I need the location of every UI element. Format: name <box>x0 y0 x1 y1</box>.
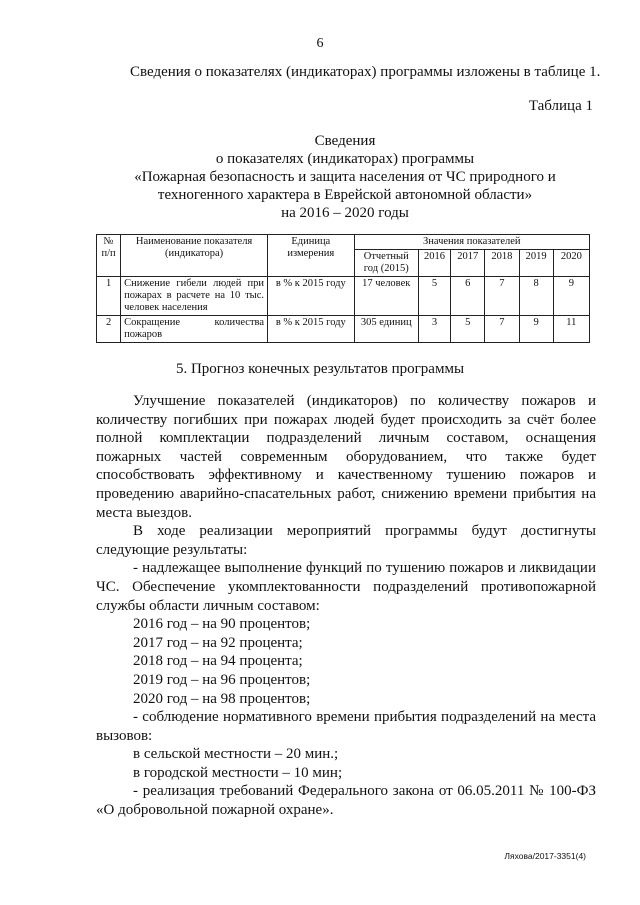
row-unit: в % к 2015 году <box>268 277 355 316</box>
header-name: Наименование показателя (индикатора) <box>121 235 268 277</box>
header-unit: Единица измерения <box>268 235 355 277</box>
list-item: 2018 год – на 94 процента; <box>133 653 303 670</box>
header-values: Значения показателей <box>354 235 589 250</box>
row-value: 9 <box>519 316 553 343</box>
header-year: 2016 <box>418 250 450 277</box>
header-year: 2019 <box>519 250 553 277</box>
row-unit: в % к 2015 году <box>268 316 355 343</box>
row-base: 305 единиц <box>354 316 418 343</box>
header-year: 2017 <box>451 250 485 277</box>
title-line-1: Сведения <box>314 133 376 149</box>
indicators-table <box>96 234 590 343</box>
paragraph: - надлежащее выполнение функций по тушению пожаров и ликвидации ЧС. Обеспечение укомплектованности подразделений противопожарной службы области личным составом: <box>96 560 596 614</box>
header-year: 2020 <box>553 250 589 277</box>
row-value: 5 <box>418 277 450 316</box>
header-year: 2018 <box>485 250 519 277</box>
section-title: 5. Прогноз конечных результатов программы <box>175 361 465 377</box>
row-value: 7 <box>485 316 519 343</box>
header-num: № п/п <box>97 235 121 277</box>
table-header-row <box>97 235 590 250</box>
intro-sentence: Сведения о показателях (индикаторах) программы изложены в таблице 1. <box>130 64 601 80</box>
paragraph: - соблюдение нормативного времени прибытия подразделений на места вызовов: <box>96 709 596 744</box>
title-line-4: техногенного характера в Еврейской автономной области» <box>157 187 533 203</box>
title-line-5: на 2016 – 2020 годы <box>281 205 409 221</box>
row-value: 3 <box>418 316 450 343</box>
footer-code: Ляхова/2017-3351(4) <box>504 851 586 861</box>
list-item: 2019 год – на 96 процентов; <box>133 671 311 688</box>
list-item: в сельской местности – 20 мин.; <box>133 746 339 763</box>
list-item: 2017 год – на 92 процента; <box>133 634 303 651</box>
row-value: 11 <box>553 316 589 343</box>
table-label: Таблица 1 <box>528 98 593 114</box>
row-value: 6 <box>451 277 485 316</box>
header-base-year: Отчетный год (2015) <box>354 250 418 277</box>
paragraph: - реализация требований Федерального закона от 06.05.2011 № 100-ФЗ «О добровольной пожарной охране». <box>96 783 596 819</box>
row-value: 7 <box>485 277 519 316</box>
title-line-2: о показателях (индикаторах) программы <box>215 151 475 167</box>
table-row <box>97 277 590 316</box>
row-value: 9 <box>553 277 589 316</box>
title-line-3: «Пожарная безопасность и защита населения от ЧС природного и <box>134 169 556 185</box>
body-text <box>96 392 596 820</box>
row-value: 8 <box>519 277 553 316</box>
list-item: 2020 год – на 98 процентов; <box>133 690 311 707</box>
page-number: 6 <box>316 36 324 51</box>
paragraph: Улучшение показателей (индикаторов) по количеству пожаров и количеству погибших при пожарах людей будет происходить за счёт более полной комплектации подразделений личным составом, оснащения пожарных частей современным оборудованием, что также будет способствовать эффективному и качественному тушению пожаров и проведению аварийно-спасательных работ, снижению времени прибытия на места выездов. <box>96 393 596 521</box>
row-num: 2 <box>97 316 121 343</box>
row-name: Снижение гибели людей при пожарах в расчете на 10 тыс. человек населения <box>121 277 268 316</box>
row-base: 17 человек <box>354 277 418 316</box>
row-value: 5 <box>451 316 485 343</box>
row-num: 1 <box>97 277 121 316</box>
paragraph: В ходе реализации мероприятий программы будут достигнуты следующие результаты: <box>96 523 596 558</box>
list-item: в городской местности – 10 мин; <box>133 764 343 781</box>
row-name: Сокращение количества пожаров <box>121 316 268 343</box>
table-row <box>97 316 590 343</box>
list-item: 2016 год – на 90 процентов; <box>133 616 311 633</box>
table-title <box>95 132 595 222</box>
